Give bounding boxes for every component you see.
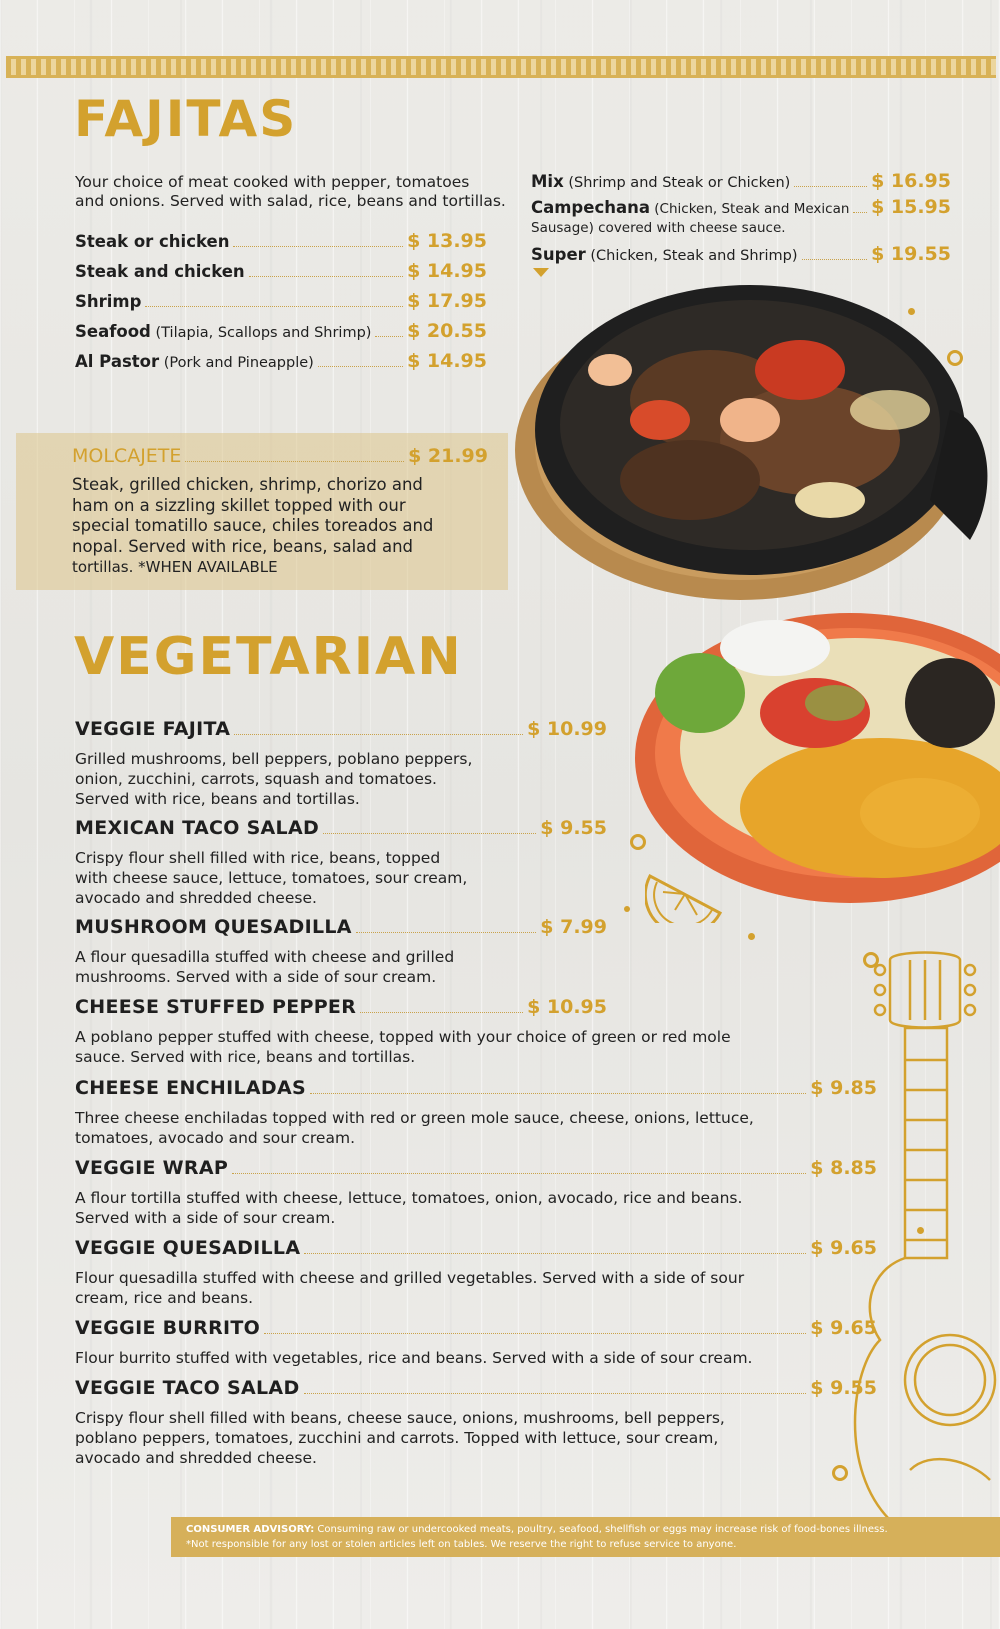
item-price: $ 9.55	[540, 817, 607, 839]
menu-item-fajita: Steak or chicken $ 13.95	[75, 230, 487, 252]
decorative-ring	[947, 350, 963, 366]
item-price: $ 19.55	[871, 243, 951, 265]
item-price: $ 13.95	[407, 230, 487, 252]
item-description-line: onion, zucchini, carrots, squash and tomatoes.	[75, 770, 437, 788]
menu-item-fajita: Shrimp $ 17.95	[75, 290, 487, 312]
fajitas-title: FAJITAS	[74, 90, 298, 148]
molcajete-desc-line: special tomatillo sauce, chiles toreados and	[72, 516, 434, 535]
decorative-ring	[863, 952, 879, 968]
item-description-line: Crispy flour shell filled with rice, beans, topped	[75, 849, 441, 867]
item-price: $ 14.95	[407, 260, 487, 282]
item-description-line: cream, rice and beans.	[75, 1289, 253, 1307]
item-price: $ 9.65	[810, 1317, 877, 1339]
menu-item-vegetarian: VEGGIE TACO SALAD $ 9.55	[75, 1377, 877, 1399]
guitar-icon	[850, 950, 1000, 1575]
item-description-line: avocado and shredded cheese.	[75, 1449, 317, 1467]
item-price: $ 9.55	[810, 1377, 877, 1399]
decorative-ring	[832, 1465, 848, 1481]
menu-item-vegetarian: VEGGIE FAJITA $ 10.99	[75, 718, 607, 740]
fajitas-description-line-1: Your choice of meat cooked with pepper, tomatoes	[75, 173, 470, 191]
item-description-line: mushrooms. Served with a side of sour cream.	[75, 968, 437, 986]
item-price: $ 10.95	[527, 996, 607, 1018]
campechana-note: Sausage) covered with cheese sauce.	[531, 220, 786, 236]
molcajete-desc-line: ham on a sizzling skillet topped with our	[72, 495, 406, 515]
item-price: $ 14.95	[407, 350, 487, 372]
item-description-line: A flour tortilla stuffed with cheese, lettuce, tomatoes, onion, avocado, rice and beans.	[75, 1189, 743, 1207]
item-price: $ 7.99	[540, 916, 607, 938]
decorative-ring	[630, 834, 646, 850]
advisory-label: CONSUMER ADVISORY:	[186, 1524, 315, 1535]
menu-item-vegetarian: MEXICAN TACO SALAD $ 9.55	[75, 817, 607, 839]
item-description-line: Flour burrito stuffed with vegetables, rice and beans. Served with a side of sour cream.	[75, 1349, 753, 1367]
menu-item-vegetarian: VEGGIE WRAP $ 8.85	[75, 1157, 877, 1179]
menu-item-vegetarian: VEGGIE QUESADILLA $ 9.65	[75, 1237, 877, 1259]
menu-item-fajita: Steak and chicken $ 14.95	[75, 260, 487, 282]
menu-item-molcajete: MOLCAJETE $ 21.99	[72, 445, 488, 467]
menu-item-fajita-right: Super (Chicken, Steak and Shrimp) $ 19.55	[531, 243, 951, 265]
item-description-line: Grilled mushrooms, bell peppers, poblano peppers,	[75, 750, 473, 768]
item-price: $ 16.95	[871, 170, 951, 192]
consumer-advisory-banner	[171, 1517, 1000, 1557]
fajitas-description-line-2: and onions. Served with salad, rice, beans and tortillas.	[75, 192, 506, 210]
item-description-line: poblano peppers, tomatoes, zucchini and carrots. Topped with lettuce, sour cream,	[75, 1429, 719, 1447]
molcajete-desc-line: Steak, grilled chicken, shrimp, chorizo and	[72, 475, 423, 494]
item-description-line: A poblano pepper stuffed with cheese, topped with your choice of green or red mole	[75, 1028, 731, 1046]
molcajete-desc-line: tortillas. *WHEN AVAILABLE	[72, 558, 278, 576]
item-description-line: A flour quesadilla stuffed with cheese and grilled	[75, 948, 455, 966]
item-description-line: Served with rice, beans and tortillas.	[75, 790, 360, 808]
menu-item-vegetarian: VEGGIE BURRITO $ 9.65	[75, 1317, 877, 1339]
item-price: $ 15.95	[871, 196, 951, 218]
menu-item-fajita: Seafood (Tilapia, Scallops and Shrimp) $ 20.55	[75, 320, 487, 342]
item-price: $ 8.85	[810, 1157, 877, 1179]
lime-slice-icon	[645, 868, 730, 923]
item-description-line: avocado and shredded cheese.	[75, 889, 317, 907]
decorative-dot	[624, 906, 630, 912]
menu-item-vegetarian: MUSHROOM QUESADILLA $ 7.99	[75, 916, 607, 938]
vegetarian-title: VEGETARIAN	[74, 627, 463, 687]
fajita-skillet-image	[510, 270, 1000, 615]
decorative-dot	[917, 1227, 924, 1234]
menu-item-fajita-right: Campechana (Chicken, Steak and Mexican $ 15.95	[531, 196, 951, 218]
item-price: $ 20.55	[407, 320, 487, 342]
item-price: $ 21.99	[408, 445, 488, 467]
item-price: $ 9.85	[810, 1077, 877, 1099]
menu-item-fajita-right: Mix (Shrimp and Steak or Chicken) $ 16.95	[531, 170, 951, 192]
item-description-line: Flour quesadilla stuffed with cheese and grilled vegetables. Served with a side of sour	[75, 1269, 745, 1287]
item-price: $ 10.99	[527, 718, 607, 740]
item-description-line: with cheese sauce, lettuce, tomatoes, sour cream,	[75, 869, 468, 887]
advisory-disclaimer: *Not responsible for any lost or stolen articles left on tables. We reserve the right to refuse service to anyone.	[186, 1539, 737, 1550]
item-description-line: Crispy flour shell filled with beans, cheese sauce, onions, mushrooms, bell peppers,	[75, 1409, 725, 1427]
decorative-dot	[908, 308, 915, 315]
menu-item-vegetarian: CHEESE ENCHILADAS $ 9.85	[75, 1077, 877, 1099]
menu-item-fajita: Al Pastor (Pork and Pineapple) $ 14.95	[75, 350, 487, 372]
item-description-line: tomatoes, avocado and sour cream.	[75, 1129, 355, 1147]
item-description-line: Served with a side of sour cream.	[75, 1209, 336, 1227]
menu-item-vegetarian: CHEESE STUFFED PEPPER $ 10.95	[75, 996, 607, 1018]
item-description-line: sauce. Served with rice, beans and tortillas.	[75, 1048, 416, 1066]
decorative-dot	[748, 933, 755, 940]
molcajete-desc-line: nopal. Served with rice, beans, salad and	[72, 536, 414, 556]
item-price: $ 9.65	[810, 1237, 877, 1259]
advisory-text: Consuming raw or undercooked meats, poultry, seafood, shellfish or eggs may increase risk of food-bones illness.	[314, 1524, 888, 1535]
item-price: $ 17.95	[407, 290, 487, 312]
item-description-line: Three cheese enchiladas topped with red or green mole sauce, cheese, onions, lettuce,	[75, 1109, 754, 1127]
top-decorative-border	[6, 56, 996, 78]
